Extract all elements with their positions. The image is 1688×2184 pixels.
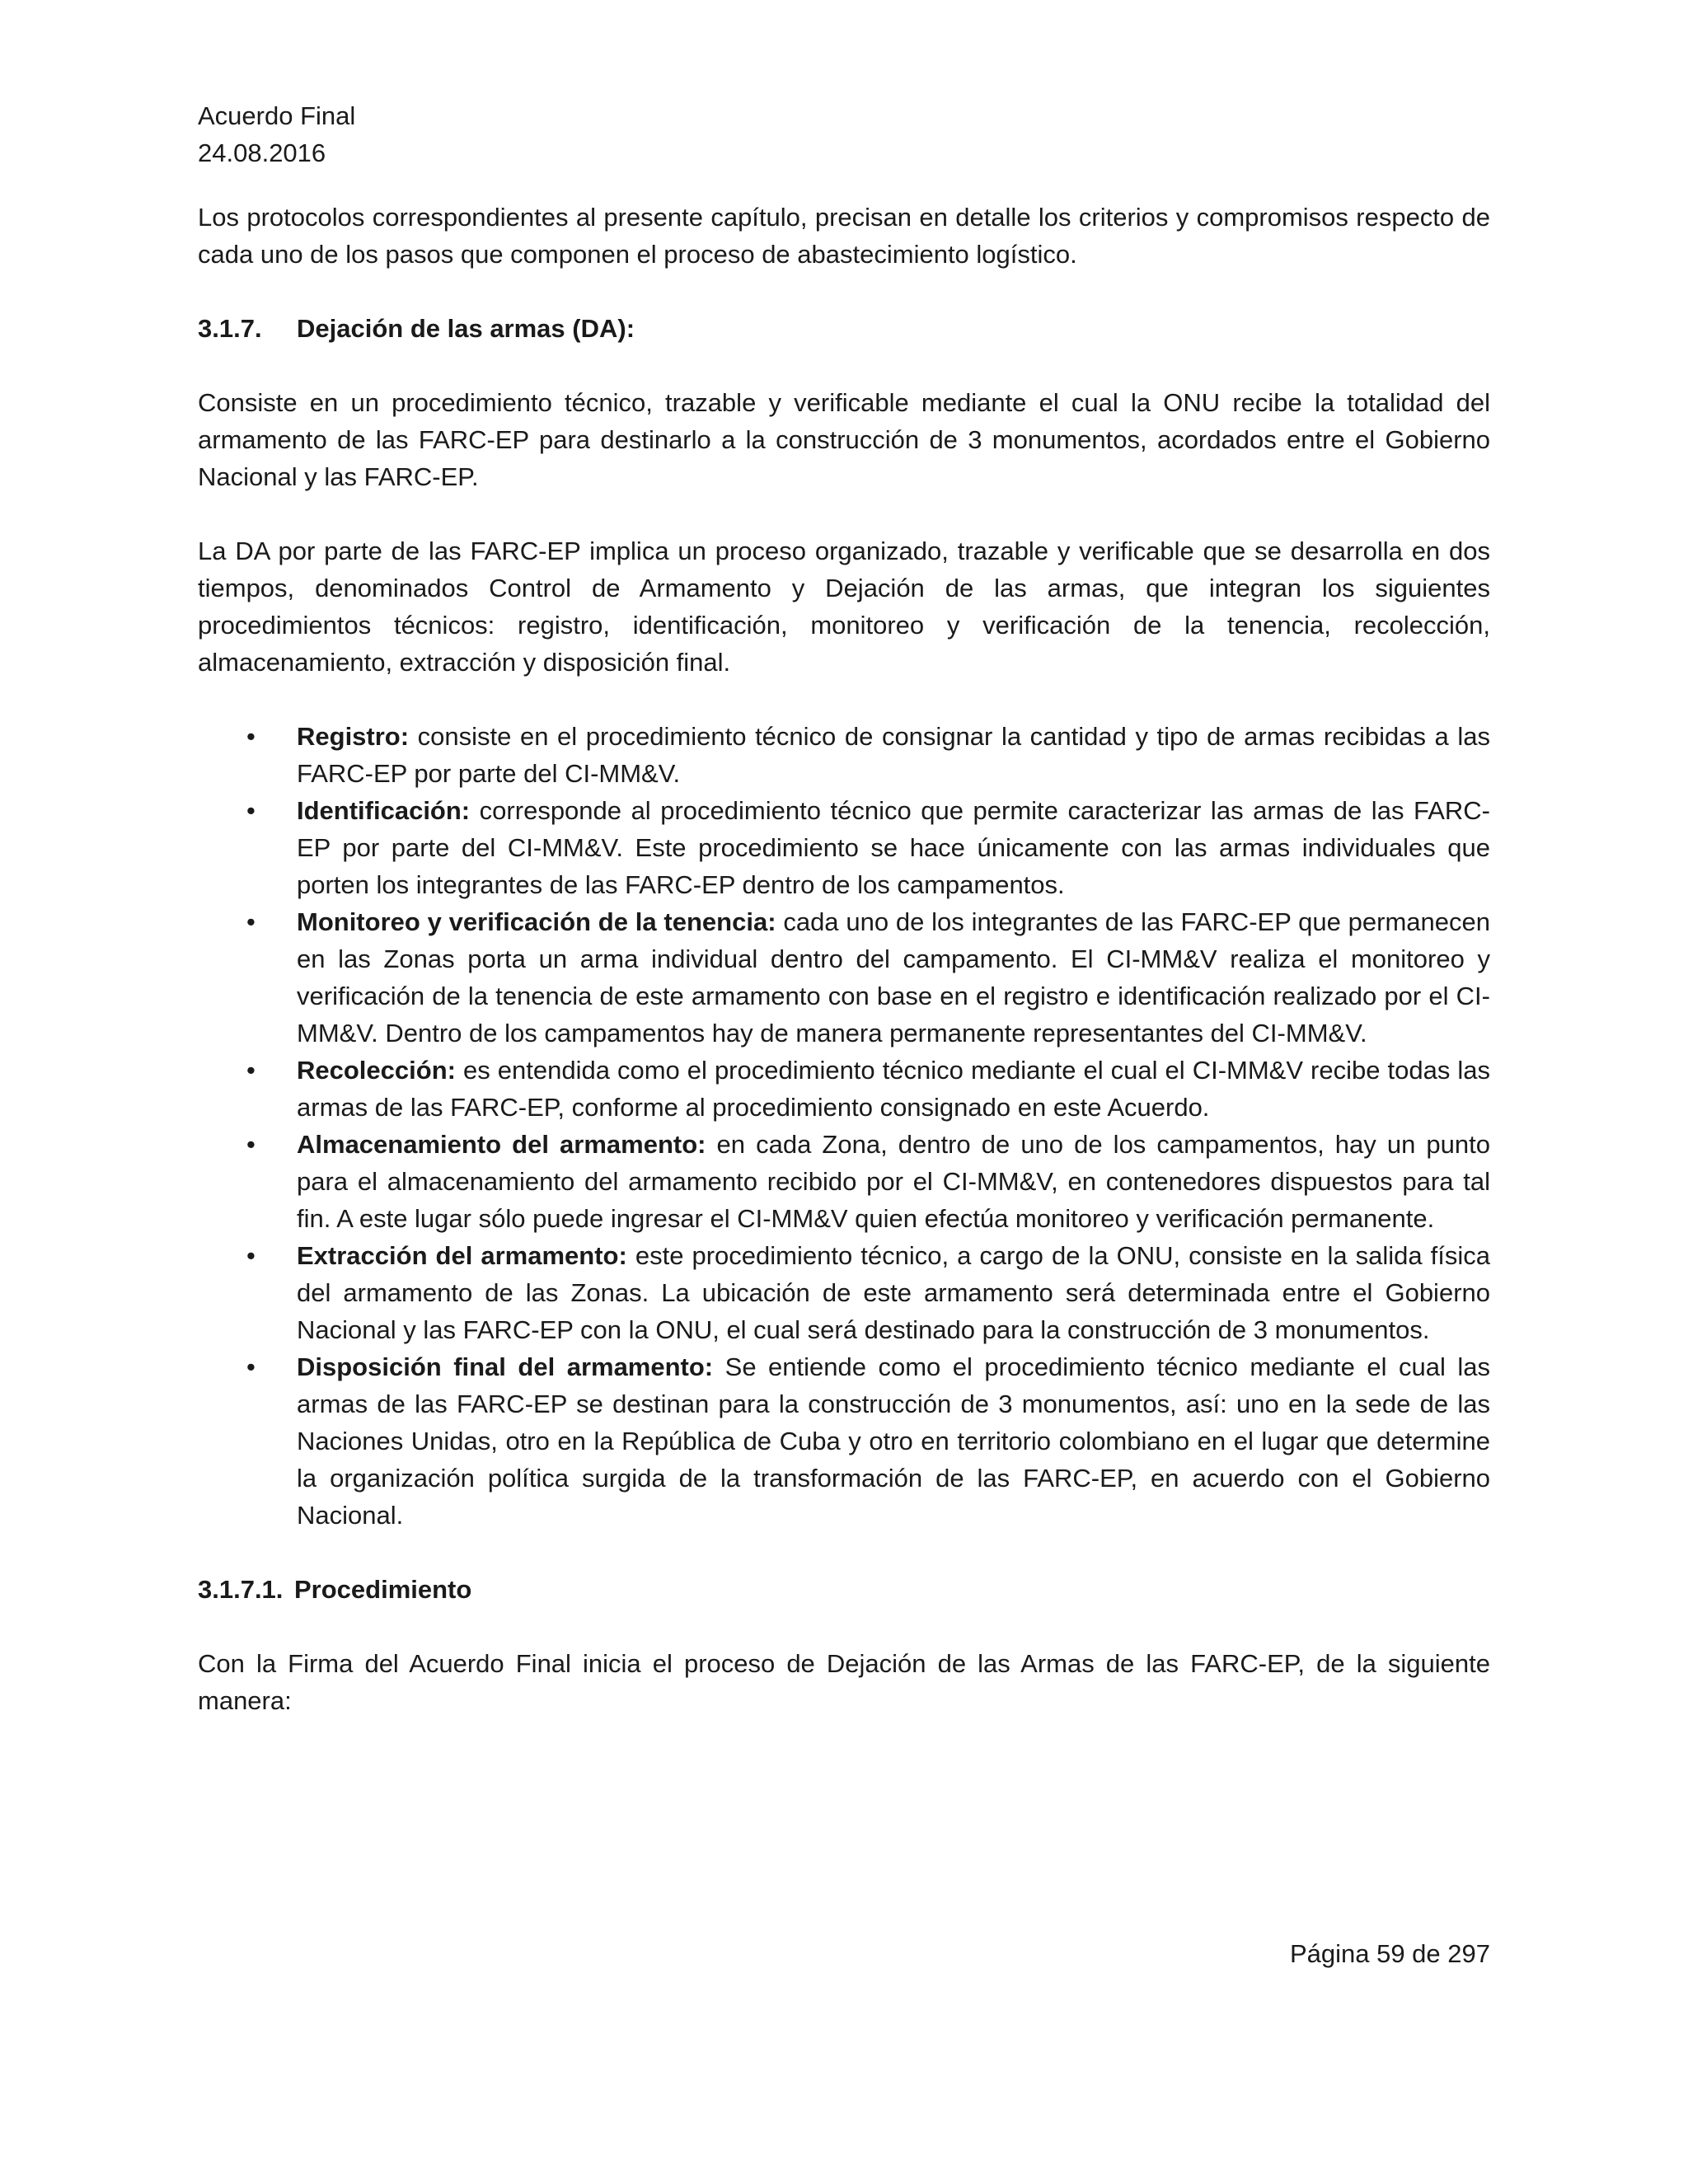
list-item-term: Monitoreo y verificación de la tenencia: <box>297 907 776 936</box>
list-item-term: Extracción del armamento: <box>297 1241 627 1270</box>
list-item <box>198 1052 1490 1126</box>
list-item-term: Almacenamiento del armamento: <box>297 1130 706 1159</box>
paragraph-con-la-firma: Con la Firma del Acuerdo Final inicia el proceso de Dejación de las Armas de las FARC-EP, de la siguiente manera: <box>198 1649 1490 1715</box>
list-item <box>198 1348 1490 1534</box>
list-item <box>198 1126 1490 1237</box>
bullet-icon: • <box>246 722 256 751</box>
list-item-text: Se entiende como el procedimiento técnico mediante el cual las armas de las FARC-EP se destinan para la construcción de 3 monumentos, así: uno en la sede de las Naciones Unidas, otro en la República de Cuba y otro en territorio colombiano en el lugar que determine la organización política surgida de la transformación de las FARC-EP, en acuerdo con el Gobierno Nacional. <box>297 1352 1491 1530</box>
list-item-term: Identificación: <box>297 796 471 825</box>
procedures-list <box>198 718 1490 1534</box>
section-heading-3-1-7-1 <box>198 1571 1490 1608</box>
list-item-text: corresponde al procedimiento técnico que permite caracterizar las armas de las FARC-EP por parte del CI-MM&V. Este procedimiento se hace únicamente con las armas individuales que porten los integrantes de las FARC-EP dentro de los campamentos. <box>297 796 1490 899</box>
list-item <box>198 1237 1490 1348</box>
paragraph-consiste: Consiste en un procedimiento técnico, trazable y verificable mediante el cual la ONU recibe la totalidad del armamento de las FARC-EP para destinarlo a la construcción de 3 monumentos, acordados entre el Gobierno Nacional y las FARC-EP. <box>198 388 1490 491</box>
paragraph-intro: Los protocolos correspondientes al presente capítulo, precisan en detalle los criterios y compromisos respecto de cada uno de los pasos que componen el proceso de abastecimiento logístico. <box>198 203 1490 269</box>
bullet-icon: • <box>246 1241 256 1270</box>
list-item-text: en cada Zona, dentro de uno de los campamentos, hay un punto para el almacenamiento del armamento recibido por el CI-MM&V, en contenedores dispuestos para tal fin. A este lugar sólo puede ingresar el CI-MM&V quien efectúa monitoreo y verificación permanente. <box>297 1130 1490 1233</box>
header-title: Acuerdo Final <box>198 101 356 130</box>
page-number: Página 59 de 297 <box>1289 1939 1490 1968</box>
section-heading-3-1-7 <box>198 310 1490 347</box>
list-item-text: es entendida como el procedimiento técnico mediante el cual el CI-MM&V recibe todas las armas de las FARC-EP, conforme al procedimiento consignado en este Acuerdo. <box>297 1056 1490 1122</box>
paragraph-la-da: La DA por parte de las FARC-EP implica un proceso organizado, trazable y verificable que se desarrolla en dos tiempos, denominados Control de Armamento y Dejación de las armas, que integran los siguientes procedimientos técnicos: registro, identificación, monitoreo y verificación de la tenencia, recolección, almacenamiento, extracción y disposición final. <box>198 537 1490 677</box>
section-number: 3.1.7.1. <box>198 1575 284 1604</box>
bullet-icon: • <box>246 1130 256 1159</box>
list-item <box>198 718 1490 792</box>
list-item-term: Registro: <box>297 722 410 751</box>
list-item-term: Disposición final del armamento: <box>297 1352 714 1381</box>
section-number: 3.1.7. <box>198 314 262 343</box>
bullet-icon: • <box>246 1056 256 1085</box>
bullet-icon: • <box>246 1352 256 1381</box>
section-title: Dejación de las armas (DA): <box>297 314 635 343</box>
list-item <box>198 903 1490 1052</box>
bullet-icon: • <box>246 796 256 825</box>
list-item-text: cada uno de los integrantes de las FARC-EP que permanecen en las Zonas porta un arma individual dentro del campamento. El CI-MM&V realiza el monitoreo y verificación de la tenencia de este armamento con base en el registro e identificación realizado por el CI-MM&V. Dentro de los campamentos hay de manera permanente representantes del CI-MM&V. <box>297 907 1490 1047</box>
section-title: Procedimiento <box>294 1575 472 1604</box>
list-item-text: este procedimiento técnico, a cargo de la ONU, consiste en la salida física del armamento de las Zonas. La ubicación de este armamento será determinada entre el Gobierno Nacional y las FARC-EP con la ONU, el cual será destinado para la construcción de 3 monumentos. <box>297 1241 1490 1344</box>
list-item-text: consiste en el procedimiento técnico de consignar la cantidad y tipo de armas recibidas a las FARC-EP por parte del CI-MM&V. <box>297 722 1490 788</box>
bullet-icon: • <box>246 907 256 936</box>
list-item-term: Recolección: <box>297 1056 456 1085</box>
header-date: 24.08.2016 <box>198 138 326 167</box>
document-header <box>198 97 355 171</box>
document-body <box>198 199 1490 1756</box>
list-item <box>198 792 1490 903</box>
